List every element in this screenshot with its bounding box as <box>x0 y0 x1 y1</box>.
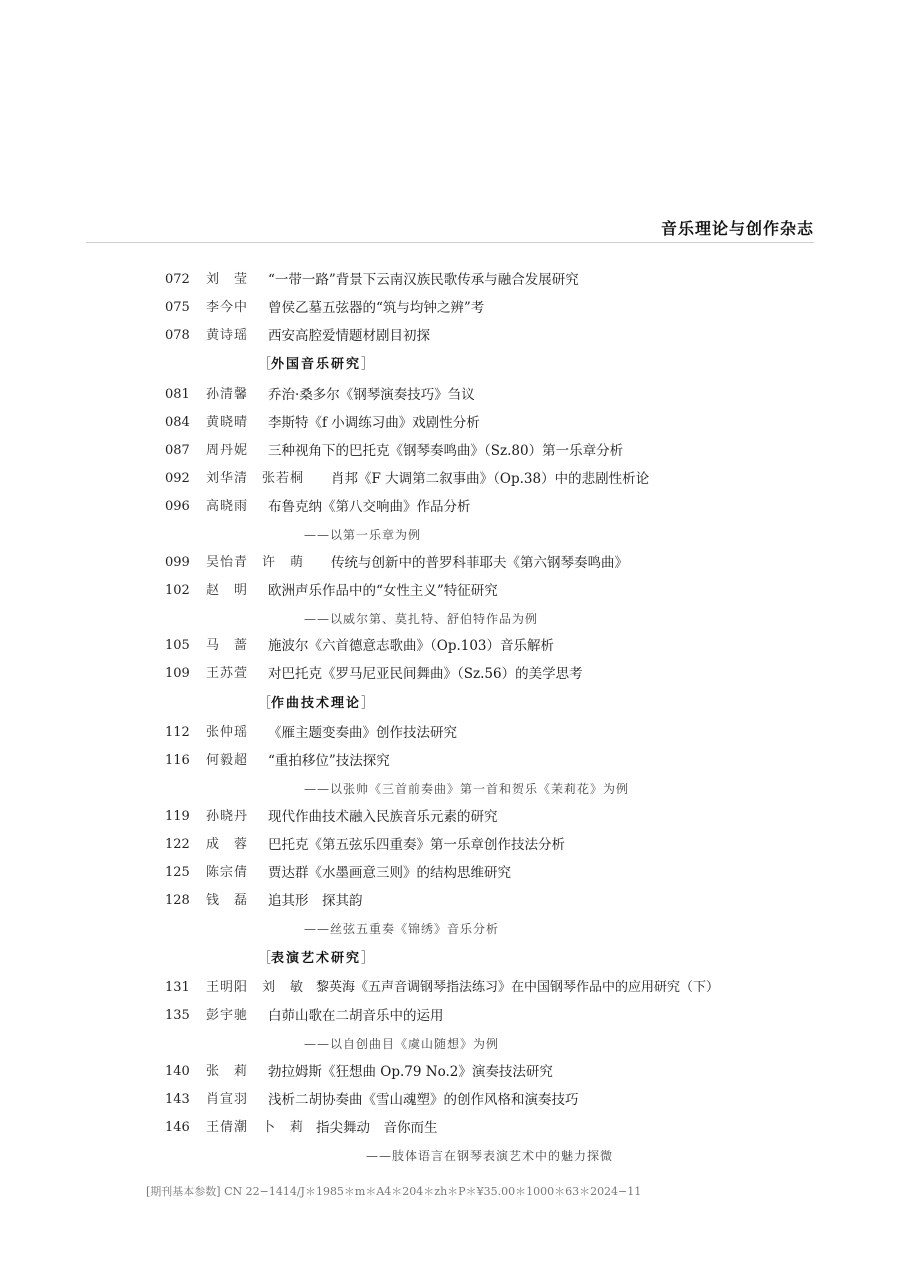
toc-article-title[interactable]: 追其形 探其韵 <box>268 893 363 909</box>
toc-authors: 孙晓丹 <box>206 809 249 824</box>
toc-article-title[interactable]: 施波尔《六首德意志歌曲》（Op.103）音乐解析 <box>268 638 555 654</box>
toc-page-number: 135 <box>165 1008 190 1023</box>
toc-authors: 李今中 <box>206 300 249 315</box>
toc-authors: 何毅超 <box>206 753 249 768</box>
section-heading-label: 作曲技术理论 <box>271 696 362 711</box>
toc-page-number: 084 <box>165 415 190 430</box>
toc-page-number: 128 <box>165 893 190 908</box>
toc-article-title[interactable]: “重拍移位”技法探究 <box>268 753 390 769</box>
toc-page-number: 119 <box>165 809 190 824</box>
toc-authors: 肖宣羽 <box>206 1092 249 1107</box>
toc-article-title[interactable]: 白茆山歌在二胡音乐中的运用 <box>268 1008 444 1024</box>
toc-authors: 张仲瑶 <box>206 725 249 740</box>
toc-article-subtitle: ——以威尔第、莫扎特、舒伯特作品为例 <box>304 612 539 626</box>
toc-authors: 王苏萱 <box>206 666 249 681</box>
toc-article-title[interactable]: 黎英海《五声音调钢琴指法练习》在中国钢琴作品中的应用研究（下） <box>316 980 720 995</box>
toc-page-number: 078 <box>165 328 190 343</box>
toc-article-title[interactable]: 李斯特《f 小调练习曲》戏剧性分析 <box>268 415 480 431</box>
toc-page-number: 143 <box>165 1092 190 1107</box>
toc-article-title[interactable]: 布鲁克纳《第八交响曲》作品分析 <box>268 499 471 515</box>
toc-page-number: 116 <box>165 753 190 768</box>
toc-article-title[interactable]: 曾侯乙墓五弦器的“筑与均钟之辨”考 <box>268 300 485 316</box>
toc-article-title[interactable]: 巴托克《第五弦乐四重奏》第一乐章创作技法分析 <box>268 837 565 853</box>
toc-article-title[interactable]: 现代作曲技术融入民族音乐元素的研究 <box>268 809 498 825</box>
toc-authors: 钱 磊 <box>206 893 249 908</box>
toc-article-title[interactable]: 乔治·桑多尔《钢琴演奏技巧》刍议 <box>268 387 475 403</box>
toc-page-number: 146 <box>165 1120 190 1135</box>
toc-page-number: 125 <box>165 865 190 880</box>
toc-article-subtitle: ——丝弦五重奏《锦绣》音乐分析 <box>304 922 500 936</box>
section-bracket-left: ［ <box>258 696 272 711</box>
section-heading-label: 表演艺术研究 <box>271 951 362 966</box>
toc-page-number: 081 <box>165 387 190 402</box>
section-bracket-left: ［ <box>258 357 272 372</box>
toc-authors: 刘华清 张若桐 <box>206 471 305 486</box>
toc-article-title[interactable]: 《雁主题变奏曲》创作技法研究 <box>268 725 457 741</box>
section-heading-label: 外国音乐研究 <box>271 357 362 372</box>
toc-authors: 吴怡青 许 萌 <box>206 555 305 570</box>
toc-authors: 孙清馨 <box>206 387 249 402</box>
section-bracket-right: ］ <box>361 357 375 372</box>
toc-authors: 彭宇驰 <box>206 1008 249 1023</box>
toc-authors: 成 蓉 <box>206 837 249 852</box>
toc-page-number: 072 <box>165 272 190 287</box>
toc-page-number: 102 <box>165 583 190 598</box>
toc-page-number: 099 <box>165 555 190 570</box>
journal-parameters-footer: [期刊基本参数] CN 22−1414/J＊1985＊m＊A4＊204＊zh＊P＊¥35.00＊1000＊63＊2024−11 <box>146 1185 642 1198</box>
section-bracket-right: ］ <box>361 696 375 711</box>
toc-article-title[interactable]: 欧洲声乐作品中的“女性主义”特征研究 <box>268 583 498 599</box>
toc-page-number: 096 <box>165 499 190 514</box>
toc-page-number: 075 <box>165 300 190 315</box>
toc-authors: 刘 莹 <box>206 272 249 287</box>
toc-page-number: 092 <box>165 471 190 486</box>
toc-article-subtitle: ——肢体语言在钢琴表演艺术中的魅力探微 <box>366 1149 614 1163</box>
section-bracket-left: ［ <box>258 951 272 966</box>
toc-authors: 王倩潮 卜 莉 <box>206 1120 305 1135</box>
toc-article-title[interactable]: 勃拉姆斯《狂想曲 Op.79 No.2》演奏技法研究 <box>268 1064 553 1080</box>
toc-page-number: 140 <box>165 1064 190 1079</box>
toc-article-subtitle: ——以第一乐章为例 <box>304 528 422 542</box>
toc-page-number: 112 <box>165 725 190 740</box>
toc-page-number: 105 <box>165 638 190 653</box>
section-heading <box>258 694 374 714</box>
toc-page-number: 109 <box>165 666 190 681</box>
toc-article-subtitle: ——以自创曲目《虞山随想》为例 <box>304 1037 500 1051</box>
toc-authors: 马 蔷 <box>206 638 249 653</box>
toc-page-number: 122 <box>165 837 190 852</box>
toc-article-title[interactable]: 浅析二胡协奏曲《雪山魂塑》的创作风格和演奏技巧 <box>268 1092 579 1108</box>
toc-authors: 黄晓晴 <box>206 415 249 430</box>
toc-authors: 赵 明 <box>206 583 249 598</box>
toc-authors: 王明阳 刘 敏 <box>206 980 305 995</box>
toc-authors: 张 莉 <box>206 1064 249 1079</box>
toc-authors: 周丹妮 <box>206 443 249 458</box>
toc-article-title[interactable]: 西安高腔爱情题材剧目初探 <box>268 328 430 344</box>
section-heading <box>258 355 374 375</box>
section-heading <box>258 949 374 969</box>
journal-title: 音乐理论与创作杂志 <box>660 219 814 238</box>
toc-article-title[interactable]: 肖邦《F 大调第二叙事曲》（Op.38）中的悲剧性析论 <box>331 471 650 487</box>
toc-page-number: 131 <box>165 980 190 995</box>
toc-article-title[interactable]: 指尖舞动 音你而生 <box>316 1120 438 1136</box>
section-bracket-right: ］ <box>361 951 375 966</box>
toc-article-subtitle: ——以张帅《三首前奏曲》第一首和贺乐《茉莉花》为例 <box>304 782 630 796</box>
toc-authors: 高晓雨 <box>206 499 249 514</box>
toc-authors: 陈宗倩 <box>206 865 249 880</box>
toc-article-title[interactable]: 对巴托克《罗马尼亚民间舞曲》（Sz.56）的美学思考 <box>268 666 583 682</box>
toc-article-title[interactable]: “一带一路”背景下云南汉族民歌传承与融合发展研究 <box>268 272 579 288</box>
toc-article-title[interactable]: 三种视角下的巴托克《钢琴奏鸣曲》（Sz.80）第一乐章分析 <box>268 443 624 459</box>
toc-authors: 黄诗瑶 <box>206 328 249 343</box>
toc-article-title[interactable]: 传统与创新中的普罗科菲耶夫《第六钢琴奏鸣曲》 <box>331 555 628 571</box>
toc-article-title[interactable]: 贾达群《水墨画意三则》的结构思维研究 <box>268 865 511 881</box>
toc-page-number: 087 <box>165 443 190 458</box>
